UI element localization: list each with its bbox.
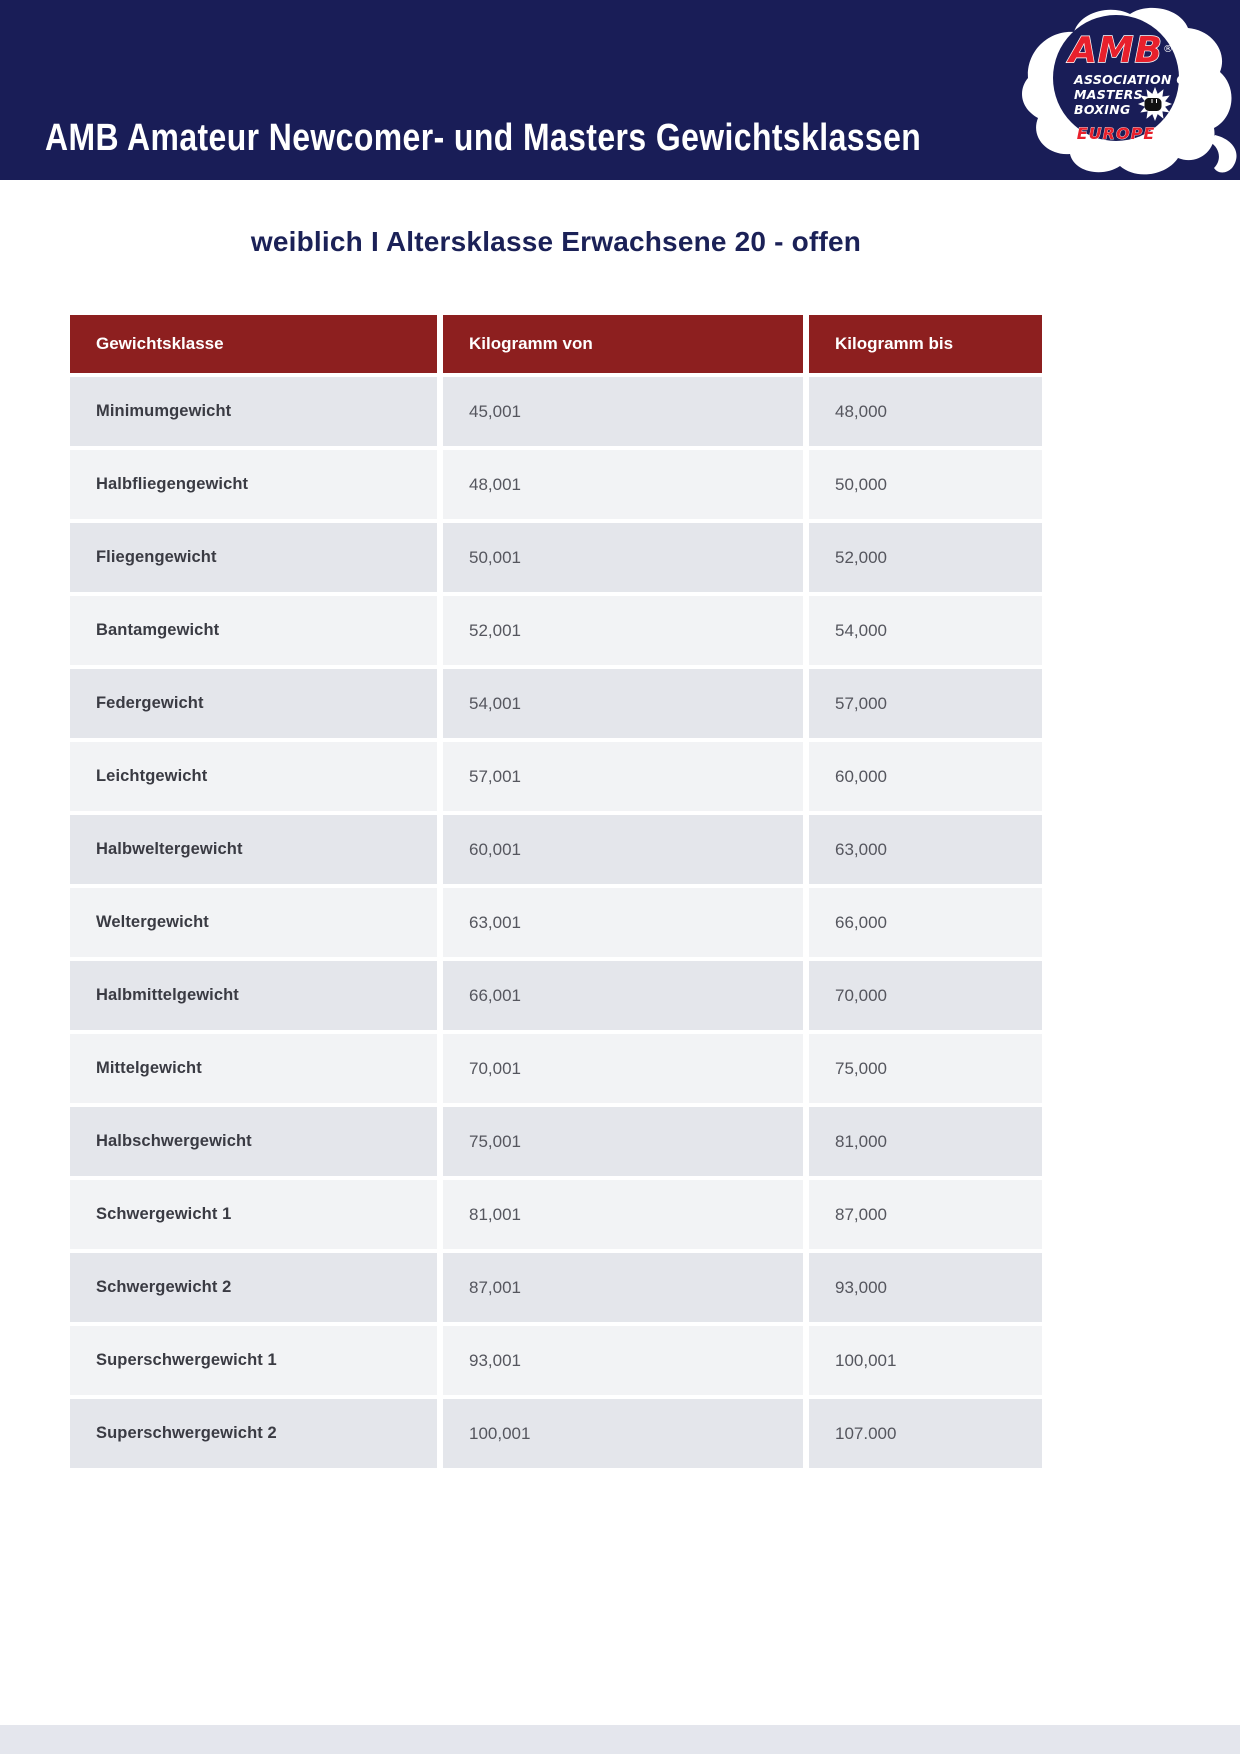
weight-class-cell: Bantamgewicht xyxy=(70,596,437,665)
kg-to-cell: 52,000 xyxy=(809,523,1042,592)
weight-class-cell: Superschwergewicht 2 xyxy=(70,1399,437,1468)
table-row xyxy=(70,888,1042,957)
table-row xyxy=(70,523,1042,592)
kg-to-cell: 48,000 xyxy=(809,377,1042,446)
logo-abbr-text: AMB xyxy=(1068,30,1164,71)
kg-to-cell: 100,001 xyxy=(809,1326,1042,1395)
kg-from-cell: 52,001 xyxy=(443,596,803,665)
weight-class-cell: Superschwergewicht 1 xyxy=(70,1326,437,1395)
kg-to-cell: 50,000 xyxy=(809,450,1042,519)
weight-class-cell: Minimumgewicht xyxy=(70,377,437,446)
logo-org-line-2: MASTERS xyxy=(1074,87,1143,102)
weight-class-cell: Schwergewicht 1 xyxy=(70,1180,437,1249)
weight-class-cell: Halbmittelgewicht xyxy=(70,961,437,1030)
kg-from-cell: 100,001 xyxy=(443,1399,803,1468)
page-header-band xyxy=(0,0,1240,180)
weight-class-cell: Halbfliegengewicht xyxy=(70,450,437,519)
kg-from-cell: 70,001 xyxy=(443,1034,803,1103)
kg-from-cell: 60,001 xyxy=(443,815,803,884)
kg-from-cell: 93,001 xyxy=(443,1326,803,1395)
weight-class-cell: Halbschwergewicht xyxy=(70,1107,437,1176)
category-subtitle: weiblich I Altersklasse Erwachsene 20 - offen xyxy=(250,226,862,257)
kg-from-cell: 57,001 xyxy=(443,742,803,811)
logo-org-line-1: ASSOCIATION OF xyxy=(1074,72,1197,87)
table-row xyxy=(70,961,1042,1030)
kg-from-cell: 87,001 xyxy=(443,1253,803,1322)
kg-to-cell: 75,000 xyxy=(809,1034,1042,1103)
table-row xyxy=(70,669,1042,738)
bottom-strip xyxy=(0,1725,1240,1754)
weight-classes-table xyxy=(64,311,1048,1472)
logo-wisp-shape xyxy=(1210,135,1237,173)
table-header-row xyxy=(70,315,1042,373)
kg-to-cell: 107.000 xyxy=(809,1399,1042,1468)
kg-to-cell: 63,000 xyxy=(809,815,1042,884)
amb-logo-graphic xyxy=(990,0,1240,180)
logo-org-line-3: BOXING xyxy=(1074,102,1131,117)
kg-to-cell: 57,000 xyxy=(809,669,1042,738)
kg-from-cell: 54,001 xyxy=(443,669,803,738)
kg-to-cell: 87,000 xyxy=(809,1180,1042,1249)
table-row xyxy=(70,450,1042,519)
weight-class-cell: Mittelgewicht xyxy=(70,1034,437,1103)
table-row xyxy=(70,596,1042,665)
kg-from-cell: 75,001 xyxy=(443,1107,803,1176)
column-header-kilogramm-von: Kilogramm von xyxy=(443,315,803,373)
kg-from-cell: 48,001 xyxy=(443,450,803,519)
kg-to-cell: 93,000 xyxy=(809,1253,1042,1322)
column-header-gewichtsklasse: Gewichtsklasse xyxy=(70,315,437,373)
table-row xyxy=(70,742,1042,811)
kg-from-cell: 66,001 xyxy=(443,961,803,1030)
table-row xyxy=(70,1107,1042,1176)
kg-to-cell: 66,000 xyxy=(809,888,1042,957)
table-row xyxy=(70,1326,1042,1395)
table-row xyxy=(70,1180,1042,1249)
amb-logo xyxy=(990,0,1240,180)
table-row xyxy=(70,377,1042,446)
kg-from-cell: 50,001 xyxy=(443,523,803,592)
page-title: AMB Amateur Newcomer- und Masters Gewichtsklassen xyxy=(45,117,922,159)
table-row xyxy=(70,1253,1042,1322)
weight-class-cell: Leichtgewicht xyxy=(70,742,437,811)
kg-to-cell: 60,000 xyxy=(809,742,1042,811)
kg-to-cell: 81,000 xyxy=(809,1107,1042,1176)
weight-class-cell: Halbweltergewicht xyxy=(70,815,437,884)
kg-from-cell: 81,001 xyxy=(443,1180,803,1249)
kg-from-cell: 45,001 xyxy=(443,377,803,446)
kg-to-cell: 70,000 xyxy=(809,961,1042,1030)
logo-region-text: EUROPE xyxy=(1076,124,1156,143)
weight-class-cell: Federgewicht xyxy=(70,669,437,738)
column-header-kilogramm-bis: Kilogramm bis xyxy=(809,315,1042,373)
weight-class-cell: Weltergewicht xyxy=(70,888,437,957)
weight-table-body xyxy=(70,377,1042,1468)
weight-class-cell: Fliegengewicht xyxy=(70,523,437,592)
weight-class-cell: Schwergewicht 2 xyxy=(70,1253,437,1322)
table-row xyxy=(70,1399,1042,1468)
table-row xyxy=(70,1034,1042,1103)
kg-from-cell: 63,001 xyxy=(443,888,803,957)
registered-mark: ® xyxy=(1163,44,1173,55)
table-row xyxy=(70,815,1042,884)
kg-to-cell: 54,000 xyxy=(809,596,1042,665)
